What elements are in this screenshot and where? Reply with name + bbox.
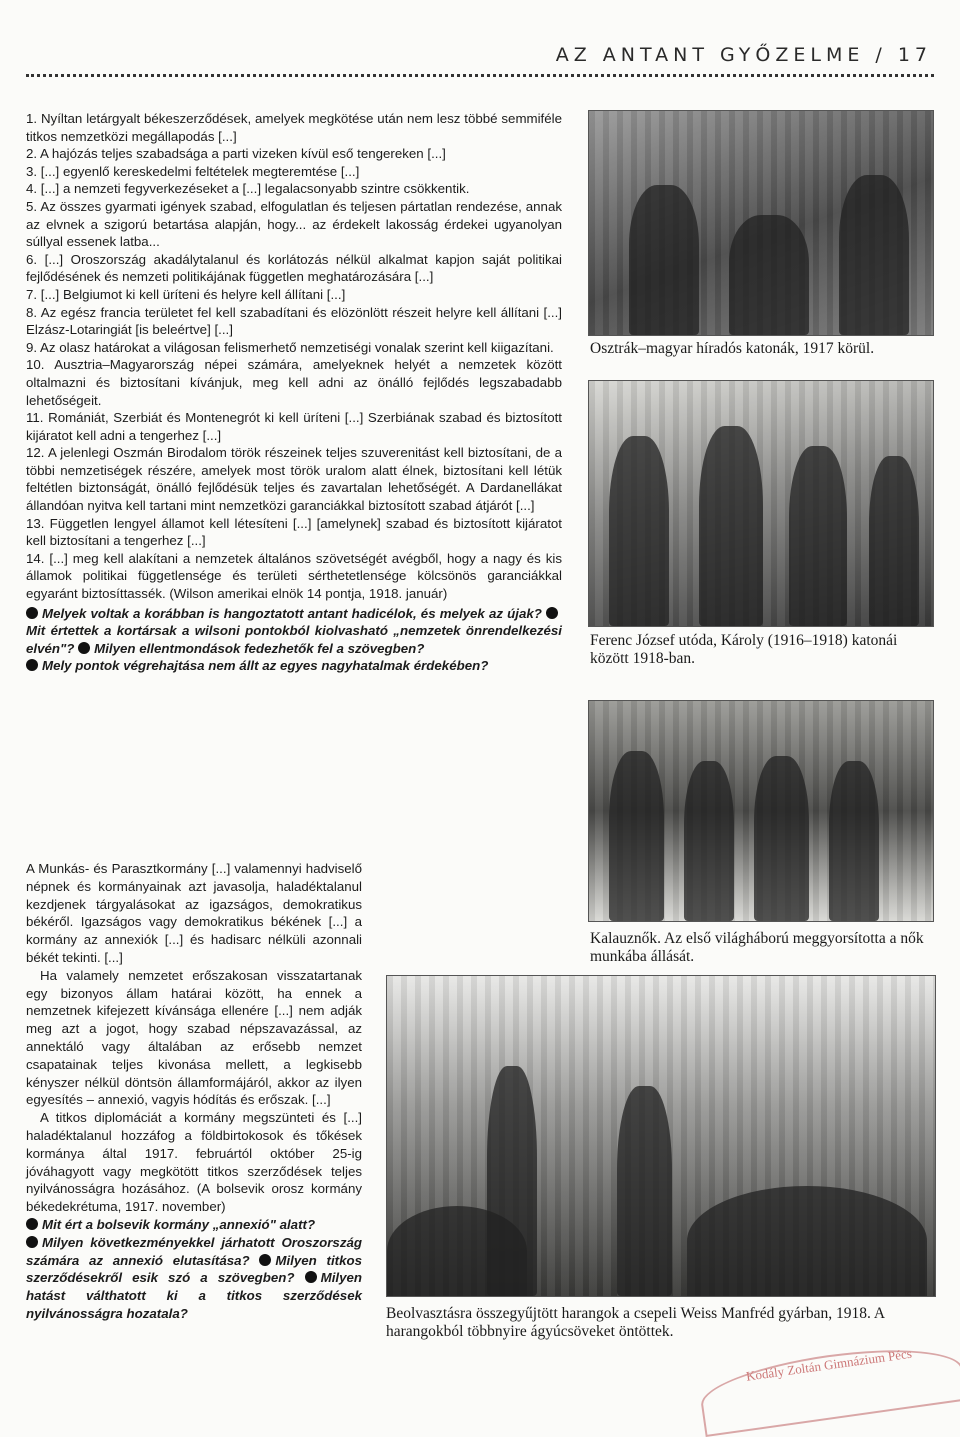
- wilson-point: 14. [...] meg kell alakítani a nemzetek általános szövetségét avégből, hogy a nagy és kis államok politikai függetlensége és területi sérthetetlensége kölcsönös garanciákkal egyaránt biztosíttassék. (Wilson amerikai elnök 14 pontja, 1918. január): [26, 550, 562, 602]
- wilson-points-text: [26, 110, 562, 675]
- caption-photo-3: Kalauznők. Az első világháború meggyorsította a nők munkába állását.: [590, 930, 924, 965]
- library-stamp: Kodály Zoltán Gimnázium Pécs: [697, 1337, 960, 1437]
- question: Mely pontok végrehajtása nem állt az egyes nagyhatalmak érdekében?: [42, 658, 489, 674]
- bullet-icon: [546, 607, 558, 619]
- wilson-point: 13. Független lengyel államot kell létesíteni [...] [amelynek] szabad és biztosított kijáratot kell biztosítani a tengerhez [...]: [26, 515, 562, 549]
- decree-paragraph: A Munkás- és Parasztkormány [...] valamennyi hadviselő népnek és kormányainak azt javasolja, haladéktalanul kezdjenek tárgyalásokat az igazságos, demokratikus békéről. Igazságos vagy demokratikus békének [...] a kormány az annexiók [...] és hadisarc nélküli azonnali békét tekinti. [...]: [26, 861, 362, 965]
- caption-photo-2: Ferenc József utóda, Károly (1916–1918) katonái között 1918-ban.: [590, 632, 898, 667]
- photo-karoly-soldiers: [588, 380, 934, 627]
- photo-tram-conductresses: [588, 700, 934, 922]
- decree-paragraph: A titkos diplomáciát a kormány megszünteti és [...] haladéktalanul hozzáfog a földbirtokosok és tőkések kormánya által 1917. februártól október 25-ig jóváhagyott vagy megkötött titkos szerződések teljes nyilvánosságra hozásához. (A bolsevik orosz kormány békedekrétuma, 1917. november): [26, 1110, 362, 1215]
- bullet-icon: [78, 642, 90, 654]
- bullet-icon: [259, 1254, 271, 1266]
- question: Melyek voltak a korábban is hangoztatott antant hadicélok, és melyek az újak?: [42, 605, 542, 621]
- question: Milyen következményekkel járhatott Oroszország számára az annexió elutasítása?: [26, 1234, 362, 1268]
- wilson-point: 6. [...] Oroszország akadálytalanul és korlátozás nélkül alkalmat kapjon saját politikai fejlődésének és nemzeti politikájának független meghatározására [...]: [26, 251, 562, 285]
- question: Milyen ellentmondások fedezhetők fel a szövegben?: [94, 640, 425, 656]
- question: Milyen hatást válthatott ki a titkos szerződések nyilvánosságra hozatala?: [26, 1270, 363, 1321]
- wilson-point: 7. [...] Belgiumot ki kell üríteni és helyre kell állítani [...]: [26, 286, 346, 302]
- wilson-points-list: [26, 110, 562, 603]
- wilson-point: 2. A hajózás teljes szabadsága a parti vizeken kívül eső tengereken [...]: [26, 146, 446, 162]
- wilson-point: 4. [...] a nemzeti fegyverkezéseket a [...] legalacsonyabb szintre csökkentik.: [26, 181, 470, 197]
- bullet-icon: [26, 607, 38, 619]
- bullet-icon: [26, 659, 38, 671]
- wilson-point: 8. Az egész francia területet fel kell szabadítani és elözönlött részeit helyre kell állítani [...] Elzász-Lotaringiát [is beleértve] [...]: [26, 304, 562, 338]
- wilson-questions: [26, 605, 562, 675]
- wilson-point: 12. A jelenlegi Oszmán Birodalom török részeinek teljes szuverenitást kell biztosítani, de a többi nemzetiségek részére, amelyek most török uralom alatt élnek, biztosítani kell létük feltétlen biztonságát, önálló fejlődésük teljes és zavartalan lehetőségét. A Dardanellákat állandóan nyitva kell tartani mint nemzetközi garanciákkal biztosított szabad átjárót [...]: [26, 445, 562, 514]
- peace-decree-text: [26, 860, 362, 1323]
- wilson-point: 1. Nyíltan letárgyalt békeszerződések, amelyek megkötése után nem lesz többé semmiféle titkos nemzetközi megállapodás [...]: [26, 111, 562, 144]
- decree-paragraph: Ha valamely nemzetet erőszakosan visszatartanak egy bizonyos állam határai között, ha ennek a nemzetnek kifejezett kívánsága ellenére [...] nem adják meg azt a jogot, hogy szabad népszavazással, az annektáló vagy általában az erősebb nemzet csapatainak teljes kivonása mellett, a legkisebb kényszer nélkül döntsön államformájáról, akkor az ilyen egyesítés – annexió, vagyis hódítás és erőszak. [...]: [26, 967, 362, 1108]
- bullet-icon: [26, 1236, 38, 1248]
- wilson-point: 11. Romániát, Szerbiát és Montenegrót ki kell üríteni [...] Szerbiának szabad és biztosított kijáratot kell adni a tengerhez [...]: [26, 410, 562, 443]
- photo-bells-factory: [386, 975, 936, 1297]
- wilson-point: 9. Az olasz határokat a világosan felismerhető nemzetiségi vonalak szerint kell kiigazítani.: [26, 339, 554, 355]
- running-header: AZ ANTANT GYŐZELME / 17: [555, 44, 932, 66]
- wilson-point: 5. Az összes gyarmati igények szabad, elfogulatlan és teljesen pártatlan rendezése, annak az elvnek a szigorú betartása alapján, hogy... az érdekelt lakosság érdekei ugyanolyan súllyal essenek latba...: [26, 198, 562, 250]
- caption-photo-1: Osztrák–magyar híradós katonák, 1917 körül.: [590, 340, 875, 357]
- bullet-icon: [305, 1271, 317, 1283]
- caption-photo-4: Beolvasztásra összegyűjtött harangok a csepeli Weiss Manfréd gyárban, 1918. A harangokból többnyire ágyúcsöveket öntöttek.: [386, 1305, 885, 1340]
- question: Milyen titkos szerződésekről esik szó a szövegben?: [26, 1252, 362, 1286]
- header-divider: [26, 74, 934, 77]
- photo-signal-soldiers: [588, 110, 934, 336]
- wilson-point: 3. [...] egyenlő kereskedelmi feltételek megteremtése [...]: [26, 163, 360, 179]
- question: Mit ért a bolsevik kormány „annexió" alatt?: [42, 1216, 316, 1232]
- wilson-point: 10. Ausztria–Magyarország népei számára, amelyeknek helyét a nemzetek között oltalmazni és biztosítani kívánjuk, meg kell adni az önálló fejlődés legszabadabb lehetőségeit.: [26, 357, 562, 408]
- question: Mit értettek a kortársak a wilsoni pontokból kiolvasható „nemzetek önrendelkezési elvén"?: [26, 623, 562, 656]
- bullet-icon: [26, 1218, 38, 1230]
